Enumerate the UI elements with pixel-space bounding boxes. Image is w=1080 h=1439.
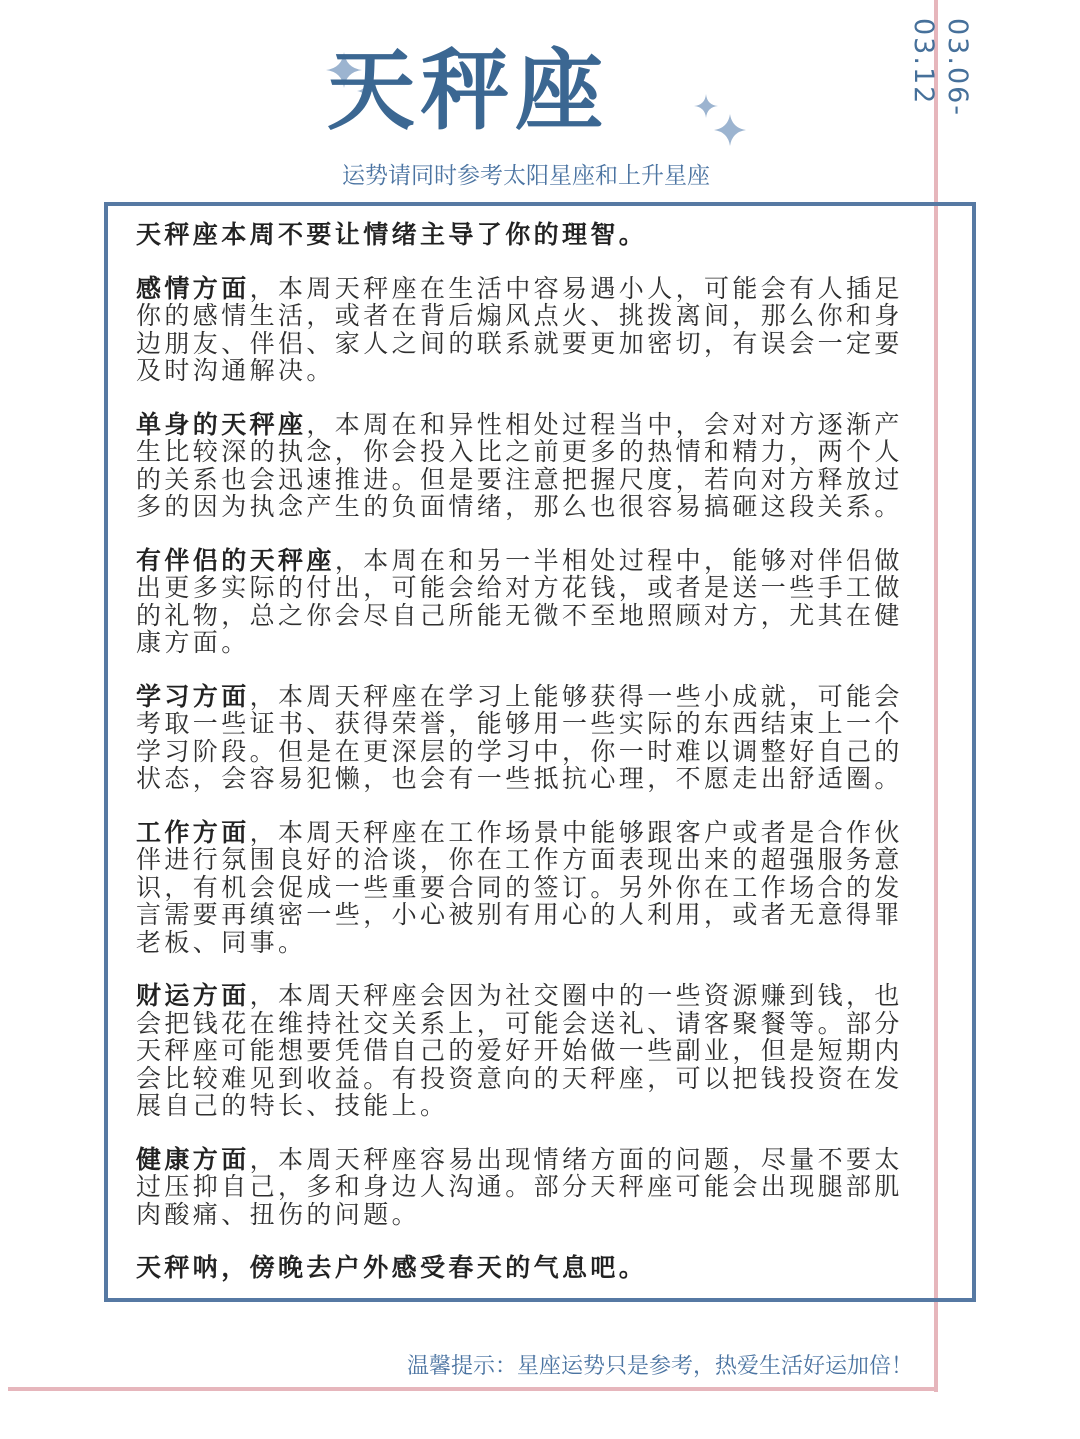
outro-paragraph: 天秤呐，傍晚去户外感受春天的气息吧。 — [136, 1253, 648, 1282]
section-partnered: 有伴侣的天秤座，本周在和另一半相处过程中，能够对伴侣做出更多实际的付出，可能会给对方花钱，或者是送一些手工做的礼物，总之你会尽自己所能无微不至地照顾对方，尤其在健康方面。 — [136, 545, 903, 657]
intro-paragraph: 天秤座本周不要让情绪主导了你的理智。 — [136, 220, 648, 249]
date-range: 03.06-03.12 — [908, 18, 973, 118]
page-subtitle: 运势请同时参考太阳星座和上升星座 — [342, 163, 710, 189]
footer-tip: 温馨提示：星座运势只是参考，热爱生活好运加倍！ — [406, 1354, 913, 1379]
section-health: 健康方面，本周天秤座容易出现情绪方面的问题，尽量不要太过压抑自己，多和身边人沟通。部分天秤座可能会出现腿部肌肉酸痛、扭伤的问题。 — [136, 1144, 903, 1229]
page-title: 天秤座 — [326, 39, 609, 142]
section-work: 工作方面，本周天秤座在工作场景中能够跟客户或者是合作伙伴进行氛围良好的洽谈，你在工作方面表现出来的超强服务意识，有机会促成一些重要合同的签订。另外你在工作场合的发言需要再缜密一些，小心被别有用心的人利用，或者无意得罪老板、同事。 — [136, 817, 903, 957]
pink-horizontal-line — [8, 1387, 938, 1391]
section-wealth: 财运方面，本周天秤座会因为社交圈中的一些资源赚到钱，也会把钱花在维持社交关系上，可能会送礼、请客聚餐等。部分天秤座可能想要凭借自己的爱好开始做一些副业，但是短期内会比较难见到收益。有投资意向的天秤座，可以把钱投资在发展自己的特长、技能上。 — [136, 981, 903, 1120]
section-study: 学习方面，本周天秤座在学习上能够获得一些小成就，可能会考取一些证书、获得荣誉，能够用一些实际的东西结束上一个学习阶段。但是在更深层的学习中，你一时难以调整好自己的状态，会容易犯懒，也会有一些抵抗心理，不愿走出舒适圈。 — [136, 681, 903, 793]
horoscope-content — [136, 221, 916, 1308]
section-love: 感情方面，本周天秤座在生活中容易遇小人，可能会有人插足你的感情生活，或者在背后煽风点火、挑拨离间，那么你和身边朋友、伴侣、家人之间的联系就要更加密切，有误会一定要及时沟通解决。 — [136, 273, 903, 385]
section-single: 单身的天秤座，本周在和异性相处过程当中，会对对方逐渐产生比较深的执念，你会投入比之前更多的热情和精力，两个人的关系也会迅速推进。但是要注意把握尺度，若向对方释放过多的因为执念产生的负面情绪，那么也很容易搞砸这段关系。 — [136, 409, 903, 521]
